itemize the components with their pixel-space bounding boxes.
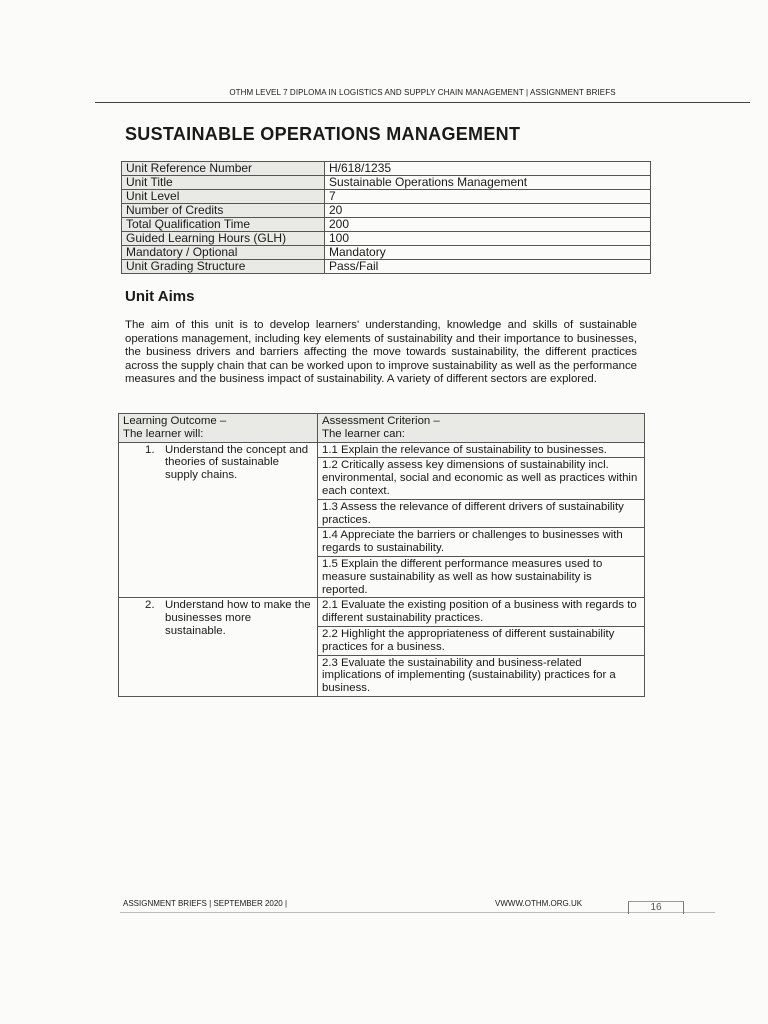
unit-info-label: Unit Grading Structure — [122, 260, 325, 274]
unit-info-value: 20 — [325, 204, 651, 218]
table-row — [122, 204, 651, 218]
learning-outcome-header — [119, 414, 318, 443]
unit-aims-text: The aim of this unit is to develop learners' understanding, knowledge and skills of sustainable operations management, including key elements of sustainability and their importance to businesses, the business drivers and barriers affecting the move towards sustainability, the different practices across the supply chain that can be worked upon to improve sustainability as well as the performance measures and the business impact of sustainability. A variety of different sectors are explored. — [125, 319, 637, 386]
table-row — [122, 260, 651, 274]
unit-info-label: Total Qualification Time — [122, 218, 325, 232]
table-row — [122, 232, 651, 246]
footer-brief-label: ASSIGNMENT BRIEFS | SEPTEMBER 2020 | — [123, 899, 288, 908]
table-row — [122, 162, 651, 176]
running-header: OTHM LEVEL 7 DIPLOMA IN LOGISTICS AND SUPPLY CHAIN MANAGEMENT | ASSIGNMENT BRIEFS — [229, 88, 616, 97]
header-divider — [95, 102, 750, 103]
unit-info-value: 200 — [325, 218, 651, 232]
unit-info-value: Mandatory — [325, 246, 651, 260]
unit-info-label: Number of Credits — [122, 204, 325, 218]
table-row — [122, 190, 651, 204]
learning-outcome-cell — [119, 442, 318, 598]
criterion-cell: 1.3 Assess the relevance of different drivers of sustainability practices. — [318, 499, 645, 528]
table-row — [122, 246, 651, 260]
table-row — [119, 442, 645, 458]
criterion-cell: 2.2 Highlight the appropriateness of different sustainability practices for a business. — [318, 626, 645, 655]
header-line: Assessment Criterion – — [322, 415, 440, 427]
table-row — [119, 598, 645, 627]
unit-info-value: 100 — [325, 232, 651, 246]
table-header-row — [119, 414, 645, 443]
learning-outcome-cell — [119, 598, 318, 697]
outcome-text: Understand the concept and theories of sustainable supply chains. — [165, 443, 309, 482]
page-number: 16 — [628, 901, 684, 914]
header-line: The learner will: — [123, 427, 204, 440]
footer-divider — [120, 912, 715, 913]
criterion-cell: 1.2 Critically assess key dimensions of sustainability incl. environmental, social and economic as well as practices within each context. — [318, 458, 645, 499]
unit-info-label: Guided Learning Hours (GLH) — [122, 232, 325, 246]
learning-outcome — [123, 599, 313, 637]
assessment-criterion-header — [318, 414, 645, 443]
unit-info-label: Unit Reference Number — [122, 162, 325, 176]
footer-website: VWWW.OTHM.ORG.UK — [495, 899, 583, 908]
unit-info-value: 7 — [325, 190, 651, 204]
learning-outcome — [123, 444, 313, 482]
unit-info-label: Mandatory / Optional — [122, 246, 325, 260]
learning-outcomes-table — [118, 413, 645, 697]
outcome-number: 1. — [145, 443, 155, 456]
unit-info-value: Pass/Fail — [325, 260, 651, 274]
unit-info-label: Unit Level — [122, 190, 325, 204]
criterion-cell: 2.1 Evaluate the existing position of a business with regards to different sustainability practices. — [318, 598, 645, 627]
outcome-number: 2. — [145, 599, 155, 612]
criterion-cell: 1.1 Explain the relevance of sustainability to businesses. — [318, 442, 645, 458]
header-line: The learner can: — [322, 427, 405, 440]
unit-aims-heading: Unit Aims — [125, 288, 195, 305]
criterion-cell: 1.4 Appreciate the barriers or challenges to businesses with regards to sustainability. — [318, 528, 645, 557]
table-row — [122, 218, 651, 232]
criterion-cell: 1.5 Explain the different performance measures used to measure sustainability as well as how sustainability is reported. — [318, 556, 645, 597]
criterion-cell: 2.3 Evaluate the sustainability and business-related implications of implementing (sustainability) practices for a business. — [318, 655, 645, 696]
unit-info-table — [121, 161, 651, 274]
unit-info-value: Sustainable Operations Management — [325, 176, 651, 190]
unit-info-value: H/618/1235 — [325, 162, 651, 176]
outcome-text: Understand how to make the businesses more sustainable. — [165, 599, 311, 637]
unit-info-label: Unit Title — [122, 176, 325, 190]
header-line: Learning Outcome – — [123, 415, 227, 427]
table-row — [122, 176, 651, 190]
page-title: SUSTAINABLE OPERATIONS MANAGEMENT — [125, 124, 521, 144]
